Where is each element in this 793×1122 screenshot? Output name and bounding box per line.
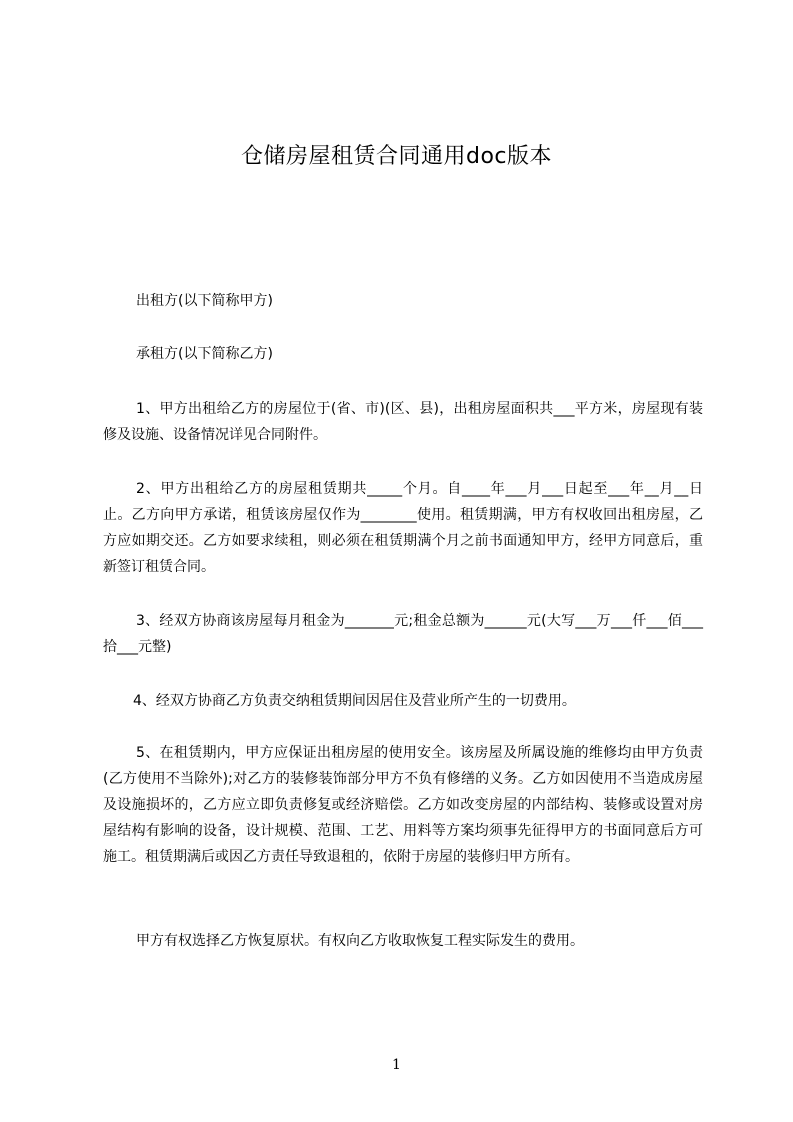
lessee-line: 承租方(以下简称乙方)	[136, 346, 273, 362]
restoration-note: 甲方有权选择乙方恢复原状。有权向乙方收取恢复工程实际发生的费用。	[136, 933, 584, 949]
document-title: 仓储房屋租赁合同通用doc版本	[240, 144, 553, 169]
clause-4: 4、经双方协商乙方负责交纳租赁期间因居住及营业所产生的一切费用。	[133, 693, 576, 709]
clause-3: 3、经双方协商该房屋每月租金为_______元;租金总额为______元(大写___万___仟___佰___拾___元整)	[103, 613, 703, 655]
page-number: 1	[392, 1057, 401, 1073]
clause-1: 1、甲方出租给乙方的房屋位于(省、市)(区、县)，出租房屋面积共___平方米，房屋现有装修及设施、设备情况详见合同附件。	[103, 401, 703, 443]
clause-5: 5、在租赁期内，甲方应保证出租房屋的使用安全。该房屋及所属设施的维修均由甲方负责(乙方使用不当除外);对乙方的装修装饰部分甲方不负有修缮的义务。乙方如因使用不当造成房屋及设施损坏的，乙方应立即负责修复或经济赔偿。乙方如改变房屋的内部结构、装修或设置对房屋结构有影响的设备，设计规模、范围、工艺、用料等方案均须事先征得甲方的书面同意后方可施工。租赁期满后或因乙方责任导致退租的，依附于房屋的装修归甲方所有。	[103, 745, 703, 865]
lessor-line: 出租方(以下简称甲方)	[136, 293, 273, 309]
clause-2: 2、甲方出租给乙方的房屋租赁期共_____个月。自____年___月___日起至___年__月__日止。乙方向甲方承诺，租赁该房屋仅作为________使用。租赁期满，甲方有权收回出租房屋，乙方应如期交还。乙方如要求续租，则必须在租赁期满个月之前书面通知甲方，经甲方同意后，重新签订租赁合同。	[103, 481, 703, 575]
